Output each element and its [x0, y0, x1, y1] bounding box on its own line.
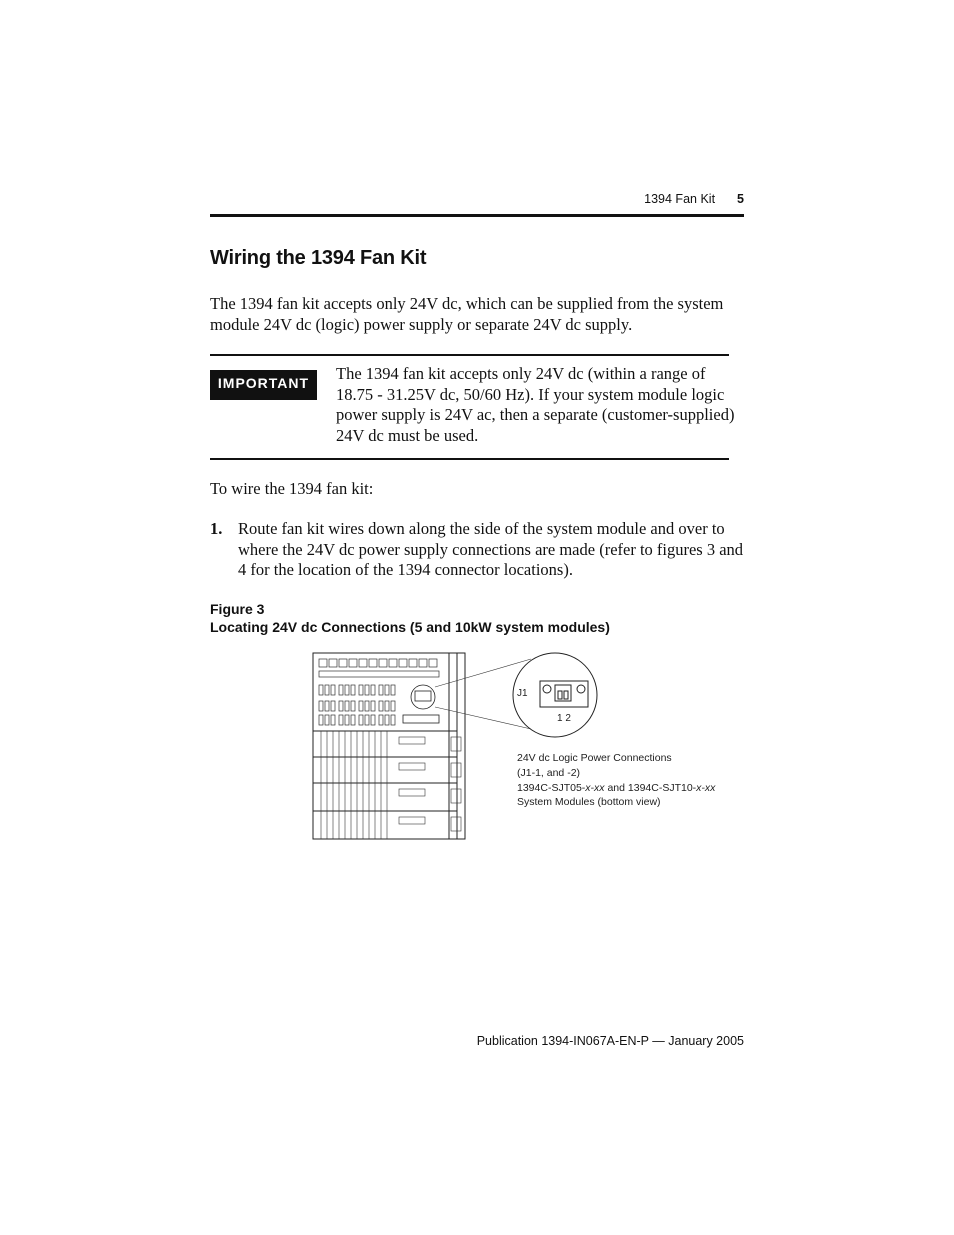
- lead-in-text: To wire the 1394 fan kit:: [210, 479, 374, 498]
- important-badge: IMPORTANT: [210, 370, 317, 400]
- header-rule: [210, 214, 744, 217]
- publication-footer: Publication 1394-IN067A-EN-P — January 2005: [476, 1034, 744, 1048]
- important-text: The 1394 fan kit accepts only 24V dc (within a range of 18.75 - 31.25V dc, 50/60 Hz). If your system module logic power supply is 24V ac, then a separate (customer-supplied) 24V dc must be used.: [336, 364, 735, 445]
- important-top-rule: [210, 354, 729, 356]
- callout-line-1: 24V dc Logic Power Connections: [517, 752, 672, 764]
- step-number: 1.: [210, 519, 223, 538]
- connector-rows: [319, 685, 395, 725]
- system-module-drawing: [305, 645, 615, 845]
- figure-label: Figure 3: [210, 601, 265, 617]
- pin-labels: 1 2: [557, 713, 571, 724]
- important-bottom-rule: [210, 458, 729, 460]
- module-chassis: [313, 653, 465, 839]
- callout-line-3: 1394C-SJT05-x-xx and 1394C-SJT10-x-xx: [517, 781, 716, 794]
- figure-caption: Locating 24V dc Connections (5 and 10kW system modules): [210, 619, 610, 635]
- page-number: 5: [737, 192, 744, 206]
- connector-label: J1: [517, 688, 528, 699]
- axis-module-slots: [321, 731, 461, 839]
- running-header: [644, 192, 744, 206]
- step-text: Route fan kit wires down along the side of the system module and over to where the 24V dc power supply connections are made (refer to figures 3 and 4 for the location of the 1394 connector locations).: [238, 519, 744, 579]
- top-terminal-row: [319, 659, 439, 677]
- figure-callout: [517, 751, 715, 810]
- callout-line-4: System Modules (bottom view): [517, 796, 661, 809]
- running-title: 1394 Fan Kit: [644, 192, 716, 206]
- section-title: Wiring the 1394 Fan Kit: [210, 247, 427, 269]
- j1-connector-location: [403, 685, 439, 723]
- intro-paragraph: The 1394 fan kit accepts only 24V dc, which can be supplied from the system module 24V dc (logic) power supply or separate 24V dc supply.: [210, 294, 724, 334]
- callout-line-2: (J1-1, and -2): [517, 766, 581, 779]
